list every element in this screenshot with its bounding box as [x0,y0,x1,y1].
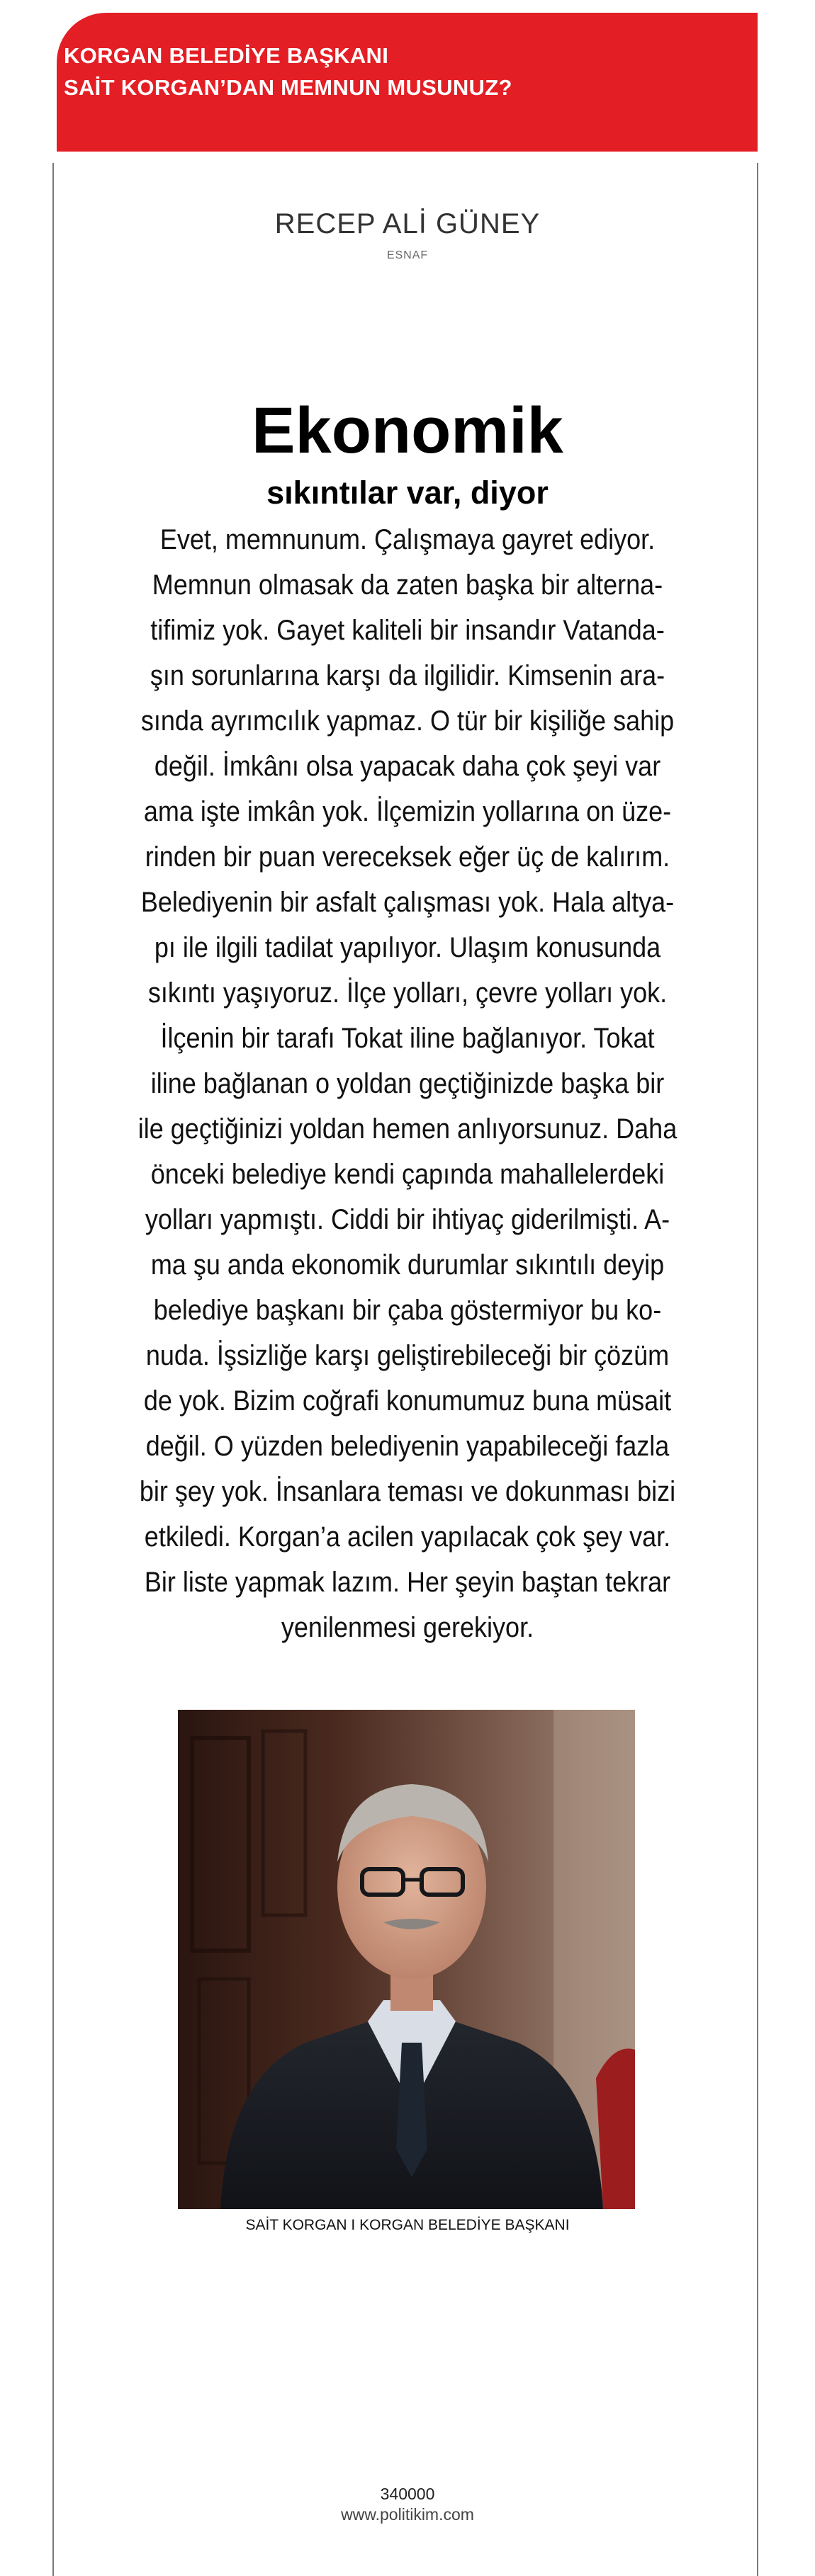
author-role: ESNAF [386,249,429,261]
photo-caption: SAİT KORGAN I KORGAN BELEDİYE BAŞKANI [245,2217,570,2233]
article-subheadline: sıkıntılar var, diyor [266,475,549,511]
article-body-line: değil. İmkânı olsa yapacak daha çok şeyi var [154,751,661,782]
article-body-line: şın sorunlarına karşı da ilgilidir. Kimsenin ara- [150,660,665,691]
article-body-line: Memnun olmasak da zaten başka bir alterna- [152,569,663,601]
banner-title-line-1: KORGAN BELEDİYE BAŞKANI [64,43,389,68]
page-border-right [757,163,758,2576]
article-body-line: etkiledi. Korgan’a acilen yapılacak çok şey var. [144,1521,671,1553]
article-body-line: bir şey yok. İnsanlara teması ve dokunması bizi [139,1476,676,1507]
article-body-line: Evet, memnunum. Çalışmaya gayret ediyor. [159,524,656,555]
article-body-line: tifimiz yok. Gayet kaliteli bir insandır Vatanda- [150,615,665,646]
article-body-line: ama işte imkân yok. İlçemizin yollarına on üze- [143,796,672,827]
article-body-line: rinden bir puan vereceksek eğer üç de kalırım. [145,841,670,873]
article-body-line: Bir liste yapmak lazım. Her şeyin baştan tekrar [144,1567,671,1598]
article-headline: Ekonomik [252,395,563,467]
banner-title [64,40,512,103]
article-body-line: Belediyenin bir asfalt çalışması yok. Hala altya- [140,887,675,918]
article-body-line: iline bağlanan o yoldan geçtiğinizde başka bir [150,1068,665,1099]
mayor-portrait-photo [178,1710,635,2209]
author-name: RECEP ALİ GÜNEY [274,208,541,239]
page-border-left [52,163,54,2576]
article-body-line: önceki belediye kendi çapında mahallelerdeki [150,1159,665,1190]
article-body-line: yenilenmesi gerekiyor. [281,1612,534,1643]
article-body-line: belediye başkanı bir çaba göstermiyor bu ko- [153,1295,662,1326]
banner-title-line-2: SAİT KORGAN’DAN MEMNUN MUSUNUZ? [64,75,512,100]
article-body-line: pı ile ilgili tadilat yapılıyor. Ulaşım konusunda [154,932,661,963]
article-body-line: de yok. Bizim coğrafi konumumuz buna müsait [143,1385,672,1417]
article-body-line: sında ayrımcılık yapmaz. O tür bir kişiliğe sahip [140,705,675,737]
article-body [106,517,709,1650]
website-link[interactable]: www.politikim.com [341,2505,474,2524]
article-body-line: yolları yapmıştı. Ciddi bir ihtiyaç giderilmişti. A- [145,1204,670,1235]
article-body-line: İlçenin bir tarafı Tokat iline bağlanıyor. Tokat [160,1023,655,1054]
article-body-line: değil. O yüzden belediyenin yapabileceği fazla [145,1431,670,1462]
article-body-line: ma şu anda ekonomik durumlar sıkıntılı deyip [150,1249,665,1281]
page-number: 340000 [380,2485,435,2503]
article-body-line: ile geçtiğinizi yoldan hemen anlıyorsunuz. Daha [137,1113,678,1145]
article-body-line: nuda. İşsizliğe karşı geliştirebileceği bir çözüm [145,1340,670,1371]
article-body-line: sıkıntı yaşıyoruz. İlçe yolları, çevre yolları yok. [147,977,668,1009]
